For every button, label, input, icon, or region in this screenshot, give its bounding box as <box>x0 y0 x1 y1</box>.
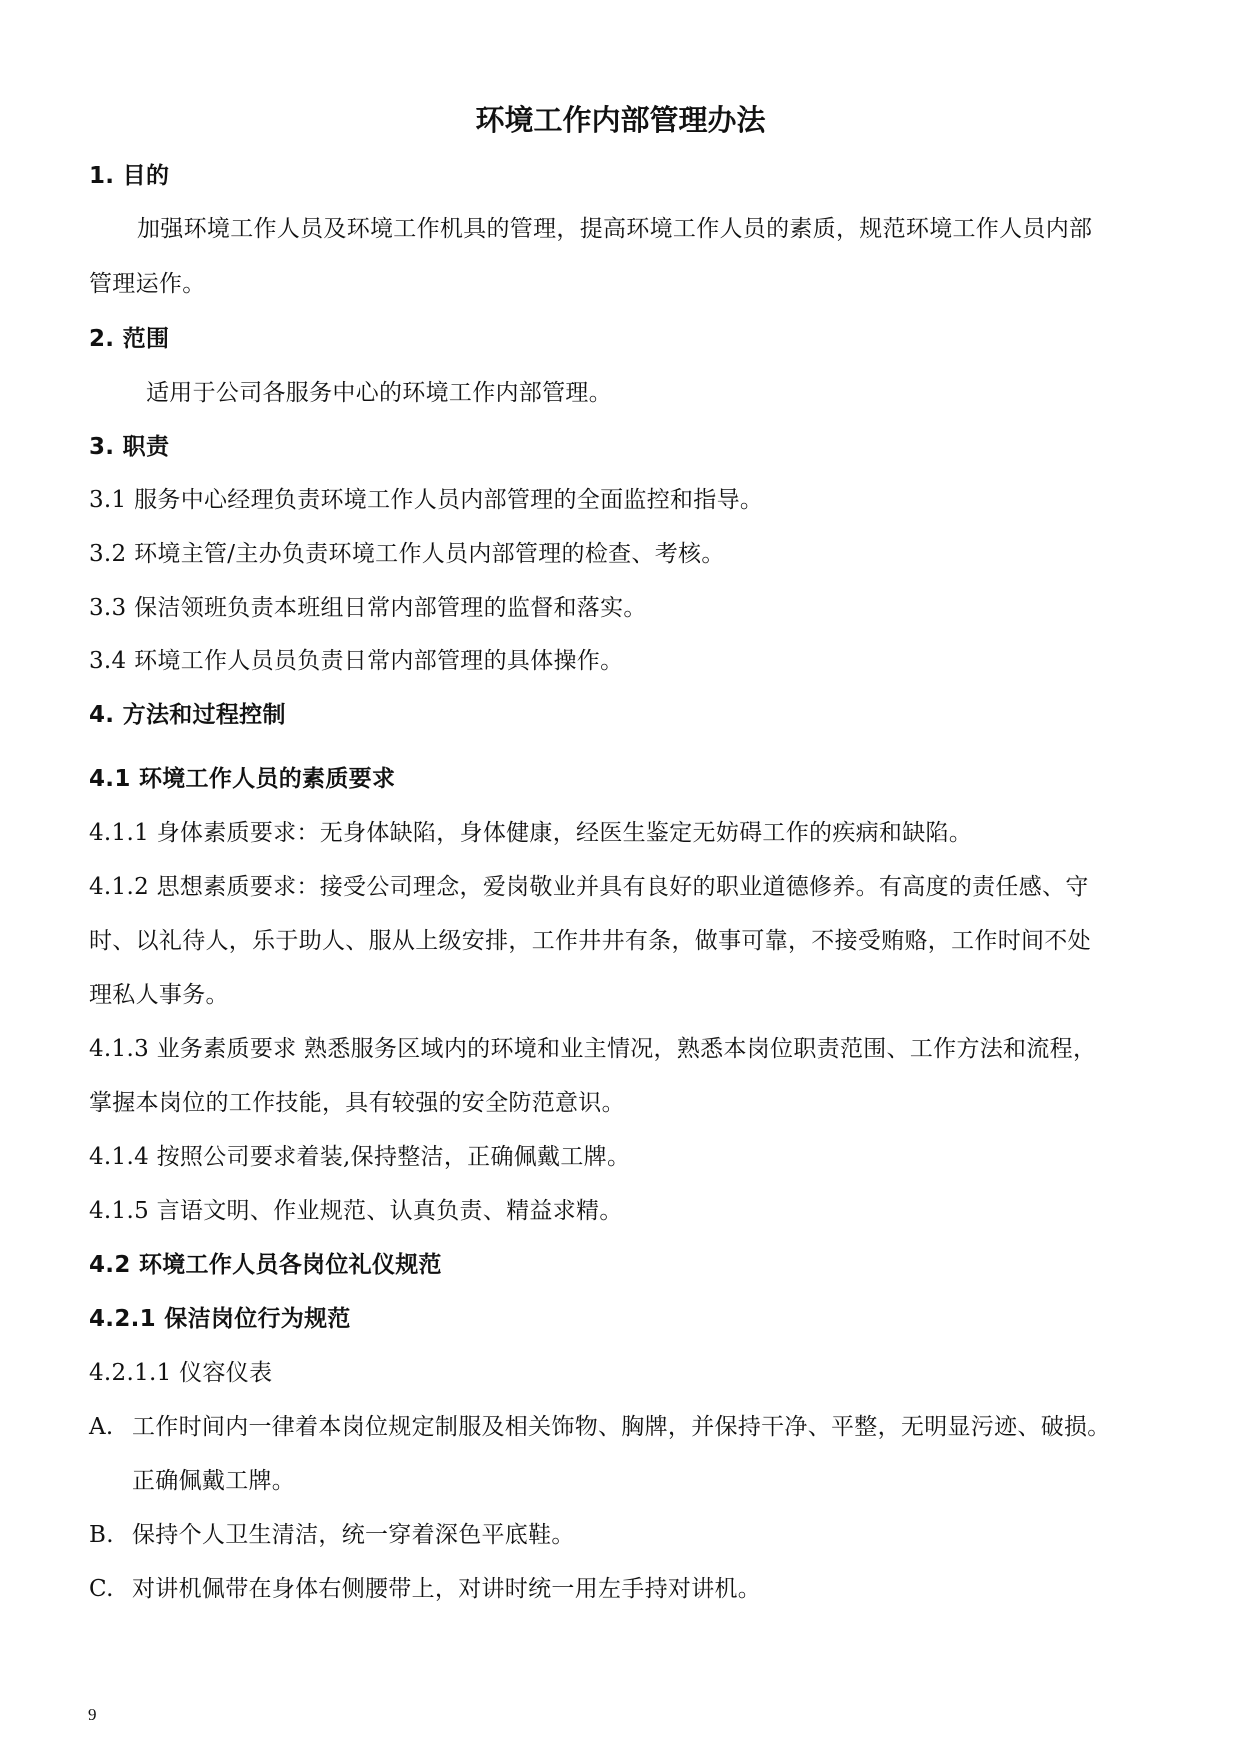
list-item-text: 对讲机佩带在身体右侧腰带上，对讲时统一用左手持对讲机。 <box>132 1576 762 1602</box>
list-item-text: 正确佩戴工牌。 <box>132 1468 296 1494</box>
paragraph-line: 3.2 环境主管/主办负责环境工作人员内部管理的检查、考核。 <box>89 541 725 567</box>
section-heading-methods: 4. 方法和过程控制 <box>89 702 286 728</box>
list-marker: B. <box>89 1522 114 1548</box>
subsection-heading: 4.2.1 保洁岗位行为规范 <box>89 1306 351 1332</box>
page-number: 9 <box>88 1705 97 1724</box>
paragraph-line: 4.2.1.1 仪容仪表 <box>89 1360 273 1386</box>
paragraph-line: 适用于公司各服务中心的环境工作内部管理。 <box>146 380 612 406</box>
paragraph-line: 3.3 保洁领班负责本班组日常内部管理的监督和落实。 <box>89 595 647 621</box>
document-title: 环境工作内部管理办法 <box>475 103 766 137</box>
paragraph-line: 4.1.2 思想素质要求：接受公司理念，爱岗敬业并具有良好的职业道德修养。有高度的责任感、守 <box>89 874 1089 900</box>
paragraph-line: 4.1.5 言语文明、作业规范、认真负责、精益求精。 <box>89 1198 623 1224</box>
section-heading-scope: 2. 范围 <box>89 326 170 352</box>
paragraph-line: 4.1.4 按照公司要求着装,保持整洁，正确佩戴工牌。 <box>89 1144 631 1170</box>
paragraph-line: 时、以礼待人，乐于助人、服从上级安排，工作井井有条，做事可靠，不接受贿赂，工作时间不处 <box>89 928 1091 954</box>
list-marker: C. <box>89 1576 114 1602</box>
paragraph-line: 掌握本岗位的工作技能，具有较强的安全防范意识。 <box>89 1090 625 1116</box>
paragraph-line: 3.4 环境工作人员员负责日常内部管理的具体操作。 <box>89 648 624 674</box>
subsection-heading: 4.1 环境工作人员的素质要求 <box>89 766 396 792</box>
subsection-heading: 4.2 环境工作人员各岗位礼仪规范 <box>89 1252 442 1278</box>
list-item-text: 保持个人卫生清洁，统一穿着深色平底鞋。 <box>132 1522 575 1548</box>
paragraph-line: 4.1.1 身体素质要求：无身体缺陷，身体健康，经医生鉴定无妨碍工作的疾病和缺陷。 <box>89 820 973 846</box>
list-marker: A. <box>89 1414 114 1440</box>
list-item-text: 工作时间内一律着本岗位规定制服及相关饰物、胸牌，并保持干净、平整，无明显污迹、破损。 <box>132 1414 1111 1440</box>
paragraph-line: 加强环境工作人员及环境工作机具的管理，提高环境工作人员的素质，规范环境工作人员内部 <box>137 216 1093 242</box>
section-heading-purpose: 1. 目的 <box>89 163 170 189</box>
paragraph-line: 理私人事务。 <box>89 982 229 1008</box>
paragraph-line: 管理运作。 <box>89 271 206 297</box>
paragraph-line: 3.1 服务中心经理负责环境工作人员内部管理的全面监控和指导。 <box>89 487 764 513</box>
section-heading-duties: 3. 职责 <box>89 434 170 460</box>
paragraph-line: 4.1.3 业务素质要求 熟悉服务区域内的环境和业主情况，熟悉本岗位职责范围、工作方法和流程， <box>89 1036 1097 1062</box>
